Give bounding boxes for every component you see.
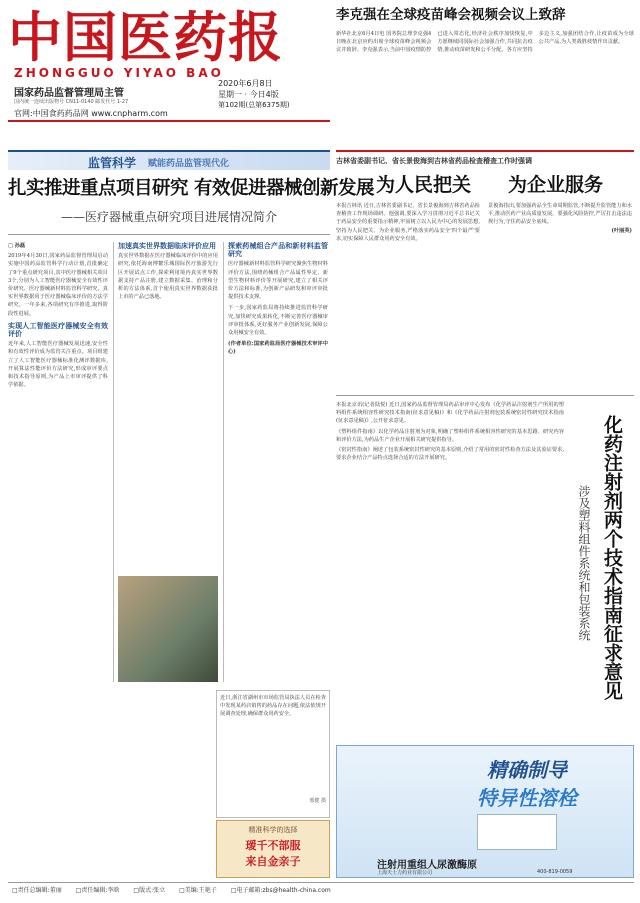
ad-left[interactable] bbox=[216, 820, 330, 878]
masthead-line: 国内统一连续出版物号 CN11-0140 邮发代号 1-27 bbox=[14, 99, 129, 105]
right-top-headline-1: 为人民把关 bbox=[376, 174, 472, 196]
footer-editor: □责任编辑:李晗 bbox=[75, 887, 120, 894]
masthead-rule bbox=[8, 120, 330, 122]
footer-layout: □版式:张立 bbox=[133, 887, 166, 894]
lead-subhead-3: 探索药械组合产品和新材料监管研究 bbox=[228, 242, 328, 259]
footer-email[interactable]: □电子邮箱:zbs@health-china.com bbox=[230, 887, 331, 894]
right-mid-para-3: 《密封性指南》阐述了包装系统密封性研究的基本原则,介绍了常用的密封性检查方法及其验证要求,要求企业结合产品特点选择合适的方法开展研究。 bbox=[336, 447, 564, 462]
right-top-source: (叶丽英) bbox=[611, 227, 632, 234]
lead-para-5: 下一步,国家药监局将持续推进监管科学研究,加快研究成果转化,不断完善医疗器械审评审批体系,更好服务产业创新发展,保障公众用械安全有效。 bbox=[228, 305, 328, 337]
masthead-date-block bbox=[218, 78, 326, 110]
bottom-left-caption: 邢健 摄 bbox=[309, 798, 326, 804]
lead-column-1 bbox=[8, 242, 108, 682]
ad-right-title1: 精确制导 bbox=[487, 758, 567, 782]
right-top-para-2: 景俊海指出,要加强药品全生命周期监管,不断提升监管能力和水平,推动医药产业高质量发展。要强化风险防控,严厉打击违法违规行为,守住药品安全底线。 bbox=[488, 203, 632, 226]
masthead-pinyin: ZHONGGUO YIYAO BAO bbox=[14, 66, 224, 80]
issue-weekday: 星期一 · 今日4版 bbox=[218, 90, 279, 99]
lead-photo bbox=[118, 576, 218, 682]
right-mid-body bbox=[336, 401, 564, 731]
masthead-title: 中国医药报 bbox=[8, 5, 283, 69]
ad-left-line2: 瑷千不部服 bbox=[245, 839, 301, 852]
right-top-kicker: 吉林省委副书记、省长景俊海到吉林省药品检查稽查工作时强调 bbox=[336, 156, 532, 165]
lead-headline: 扎实推进重点项目研究 有效促进器械创新发展 bbox=[8, 178, 374, 199]
section-banner-subtitle: 赋能药品监管现代化 bbox=[148, 159, 230, 169]
lead-para-3: 真实世界数据在医疗器械临床评价中的应用研究,依托海南博鳌乐城国际医疗旅游先行区开展试点工作,探索利用境内真实世界数据支持产品注册,建立数据采集、治理和分析的方法体系,首个使用真实世界数据获批上市的产品已落地。 bbox=[118, 253, 218, 301]
lead-article bbox=[8, 176, 374, 688]
section-banner bbox=[8, 150, 330, 170]
lead-para-4: 医疗器械新材料监管科学研究聚焦生物材料评价方法,围绕药械组合产品属性界定、新型生物材料评价等开展研究,建立了相关评价方法和标准,为创新产品研发和审评审批提供技术支撑。 bbox=[228, 261, 328, 301]
column-divider bbox=[113, 242, 114, 682]
right-top-column-2 bbox=[488, 202, 632, 382]
footer-art: □美编:王艳子 bbox=[179, 887, 217, 894]
masthead-publisher: 国家药品监督管理局主管 bbox=[14, 88, 124, 99]
lead-rule bbox=[8, 234, 330, 235]
lead-source: (作者单位:国家药监局医疗器械技术审评中心) bbox=[228, 341, 328, 356]
lead-subhead-2: 加速真实世界数据临床评价应用 bbox=[118, 242, 216, 250]
lead-para-1: 2019年4月30日,国家药品监督管理局启动实施中国药品监管科学行动计划,首批确定了9个重点研究项目,其中医疗器械相关项目3个,分别为人工智能医疗器械安全有效性评价研究、医疗器械新材料监管科学研究、真实世界数据用于医疗器械临床评价的方法学研究。一年多来,各项研究有序推进,取得阶段性进展。 bbox=[8, 253, 108, 317]
right-top-column-1: 本报吉林讯 近日,吉林省委副书记、省长景俊海到吉林省药品检查稽查工作现场调研。他强调,要深入学习贯彻习近平总书记关于药品安全的重要指示精神,牢固树立以人民为中心的发展思想,坚持为人民把关、为企业服务,严格落实药品安全'四个最严'要求,切实保障人民群众用药安全有效。 bbox=[336, 203, 480, 242]
ad-right[interactable] bbox=[336, 745, 634, 878]
bottom-left-box bbox=[216, 690, 330, 818]
masthead-website[interactable]: 官网:中国食药药品网 www.cnpharm.com bbox=[14, 109, 168, 118]
right-mid-para-1: 本报北京讯(记者陆悦) 近日,国家药品监督管理局药品审评中心发布《化学药品注射剂生产所用的塑料组件系统相容性研究技术指南(征求意见稿)》和《化学药品注射剂包装系统密封性研究技术指南(征求意见稿)》,公开征求意见。 bbox=[336, 402, 564, 425]
lead-subhead-1: 实现人工智能医疗器械安全有效评价 bbox=[8, 321, 108, 339]
ad-right-phone: 400-819-0059 bbox=[537, 869, 573, 875]
footer-editor-chief: □责任总编辑:董丽 bbox=[12, 887, 62, 894]
section-rule bbox=[336, 395, 634, 396]
issue-number: 第102期(总第6375期) bbox=[218, 101, 290, 109]
lead-column-3 bbox=[228, 242, 328, 682]
footer bbox=[8, 882, 634, 896]
ad-right-company: 上海天士力药业有限公司 bbox=[377, 870, 433, 876]
lead-para-2: 近年来,人工智能医疗器械发展迅速,安全性和有效性评价成为监管关注重点。项目组建立了人工智能医疗器械标准化测评数据库,开展算法性能评价方法研究,形成审评要点和技术指导原则,为产品上市审评提供了科学依据。 bbox=[8, 341, 108, 389]
column-divider bbox=[223, 242, 224, 682]
section-rule bbox=[336, 150, 634, 152]
section-banner-title: 监管科学 bbox=[88, 156, 137, 170]
ad-left-line3: 来自金亲子 bbox=[245, 855, 301, 868]
top-story bbox=[336, 6, 634, 146]
right-top-headline-2: 为企业服务 bbox=[508, 174, 604, 196]
lead-subheadline: ——医疗器械重点研究项目进展情况简介 bbox=[60, 210, 277, 224]
ad-right-title2: 特异性溶栓 bbox=[477, 786, 577, 810]
bottom-left-text: 近日,浙江省湖州市市场监管局执法人员在检查中发现某药店销售的药品存在问题,依法依规开展调查处理,确保群众用药安全。 bbox=[220, 695, 326, 718]
right-mid-para-2: 《塑料组件指南》以化学药品注射剂为对象,明确了塑料组件系统相容性研究的基本思路、研究内容和评价方法,为药品生产企业开展相关研究提供指导。 bbox=[336, 428, 564, 443]
top-story-headline: 李克强在全球疫苗峰会视频会议上致辞 bbox=[336, 7, 566, 23]
lead-byline: □ 孙磊 bbox=[8, 243, 26, 249]
ad-left-line1: 精准科学的选择 bbox=[248, 826, 298, 834]
right-top-article bbox=[336, 150, 634, 390]
ad-right-product: 注射用重组人尿激酶原 bbox=[377, 860, 477, 871]
right-mid-article bbox=[336, 395, 634, 740]
top-story-body: 新华社北京6月4日电 国务院总理李克强4日晚在北京应约出席全球疫苗峰会视频会议并致辞。李克强表示,当前中国疫情防控已进入常态化,经济社会秩序加快恢复,中方愿继续同国际社会加强合作,共同抗击疫情,推动疫苗研发和公平分配。各方应坚持多边主义,加强团结合作,让疫苗成为全球公共产品,为人类战胜疫情作出贡献。 bbox=[336, 31, 634, 54]
ad-right-product-box bbox=[477, 814, 557, 850]
issue-date: 2020年6月8日 bbox=[218, 79, 273, 88]
right-mid-subheadline: 涉及塑料组件系统和包装系统 bbox=[577, 485, 591, 641]
right-mid-headline: 化药注射剂两个技术指南征求意见 bbox=[601, 415, 623, 700]
